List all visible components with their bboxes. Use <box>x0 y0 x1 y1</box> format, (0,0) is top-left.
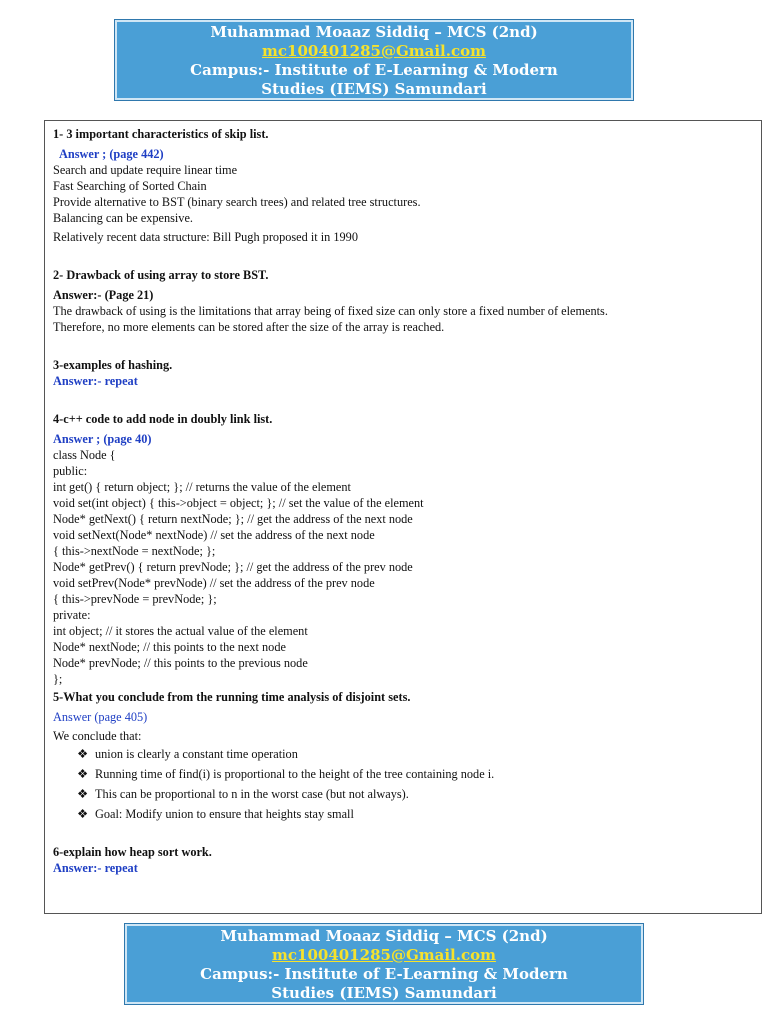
code-line: public: <box>53 464 88 478</box>
diamond-bullet-icon: ❖ <box>77 747 89 761</box>
code-line: Node* nextNode; // this points to the next node <box>53 640 286 654</box>
campus-line-2: Studies (IEMS) Samundari <box>261 80 487 98</box>
bullet-text: Goal: Modify union to ensure that heights stay small <box>95 807 354 821</box>
bullet-text: Running time of find(i) is proportional to the height of the tree containing node i. <box>95 767 495 781</box>
question-3: 3-examples of hashing. <box>53 358 173 372</box>
question-4: 4-c++ code to add node in doubly link list. <box>53 412 273 426</box>
campus-line: Campus:- Institute of E-Learning & Modern <box>190 61 558 79</box>
answer-2-line: Therefore, no more elements can be stored after the size of the array is reached. <box>53 320 445 334</box>
header-banner <box>114 19 634 101</box>
answer-5-label: Answer (page 405) <box>53 710 148 724</box>
code-line: int get() { return object; }; // returns the value of the element <box>53 480 351 494</box>
question-2: 2- Drawback of using array to store BST. <box>53 268 269 282</box>
answer-3-label: Answer:- repeat <box>53 374 138 388</box>
campus-line-2: Studies (IEMS) Samundari <box>271 984 497 1002</box>
code-line: Node* getPrev() { return prevNode; }; // get the address of the prev node <box>53 560 413 574</box>
answer-5-intro: We conclude that: <box>53 729 142 743</box>
answer-4-label: Answer ; (page 40) <box>53 432 152 446</box>
list-item <box>77 786 753 802</box>
document-body <box>53 126 753 876</box>
code-line: int object; // it stores the actual value of the element <box>53 624 308 638</box>
email-link[interactable]: mc100401285@Gmail.com <box>262 42 486 60</box>
answer-1-line: Relatively recent data structure: Bill Pugh proposed it in 1990 <box>53 230 358 244</box>
answer-1-line: Fast Searching of Sorted Chain <box>53 179 207 193</box>
diamond-bullet-icon: ❖ <box>77 787 89 801</box>
answer-2-label: Answer:- (Page 21) <box>53 288 154 302</box>
diamond-bullet-icon: ❖ <box>77 807 89 821</box>
author-line: Muhammad Moaaz Siddiq – MCS (2nd) <box>210 23 538 41</box>
diamond-bullet-icon: ❖ <box>77 767 89 781</box>
answer-1-line: Search and update require linear time <box>53 163 238 177</box>
code-line: private: <box>53 608 91 622</box>
list-item <box>77 766 753 782</box>
campus-line: Campus:- Institute of E-Learning & Modern <box>200 965 568 983</box>
code-line: }; <box>53 672 63 686</box>
answer-6-label: Answer:- repeat <box>53 861 138 875</box>
question-5: 5-What you conclude from the running time analysis of disjoint sets. <box>53 690 411 704</box>
footer-banner <box>124 923 644 1005</box>
bullet-list <box>53 746 753 822</box>
code-line: { this->nextNode = nextNode; }; <box>53 544 216 558</box>
bullet-text: This can be proportional to n in the worst case (but not always). <box>95 787 409 801</box>
code-line: { this->prevNode = prevNode; }; <box>53 592 217 606</box>
answer-1-line: Balancing can be expensive. <box>53 211 193 225</box>
answer-1-line: Provide alternative to BST (binary search trees) and related tree structures. <box>53 195 421 209</box>
list-item <box>77 746 753 762</box>
email-link[interactable]: mc100401285@Gmail.com <box>272 946 496 964</box>
code-line: class Node { <box>53 448 116 462</box>
code-line: Node* getNext() { return nextNode; }; // get the address of the next node <box>53 512 413 526</box>
author-line: Muhammad Moaaz Siddiq – MCS (2nd) <box>220 927 548 945</box>
question-1: 1- 3 important characteristics of skip list. <box>53 127 269 141</box>
code-line: Node* prevNode; // this points to the previous node <box>53 656 308 670</box>
code-line: void set(int object) { this->object = object; }; // set the value of the element <box>53 496 424 510</box>
list-item <box>77 806 753 822</box>
code-line: void setNext(Node* nextNode) // set the address of the next node <box>53 528 375 542</box>
answer-1-label: Answer ; (page 442) <box>59 147 164 161</box>
answer-2-line: The drawback of using is the limitations that array being of fixed size can only store a fixed number of elements. <box>53 304 608 318</box>
question-6: 6-explain how heap sort work. <box>53 845 212 859</box>
code-line: void setPrev(Node* prevNode) // set the address of the prev node <box>53 576 375 590</box>
bullet-text: union is clearly a constant time operation <box>95 747 298 761</box>
